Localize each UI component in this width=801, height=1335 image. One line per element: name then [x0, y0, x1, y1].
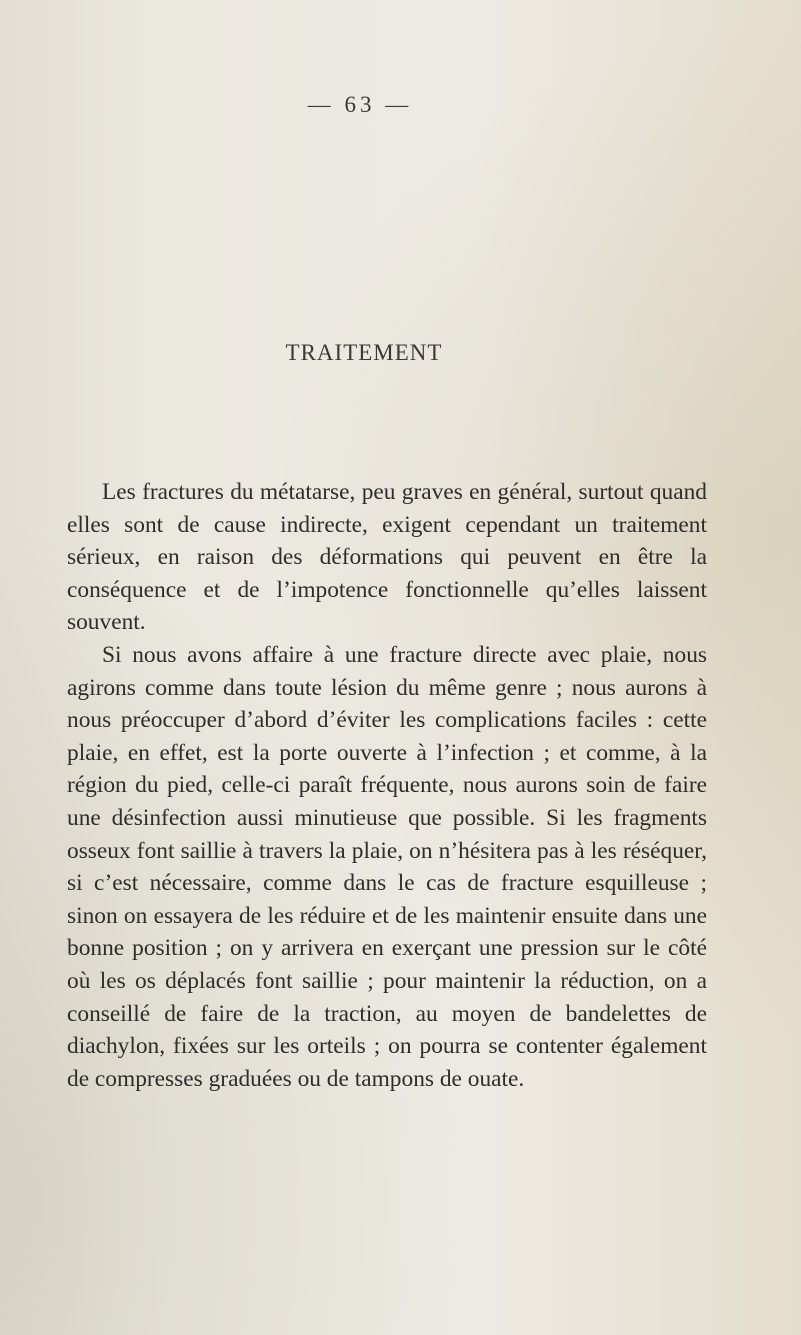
page-number: — 63 — — [307, 92, 413, 117]
paragraph-2: Si nous avons affaire à une fracture directe avec plaie, nous agirons comme dans toute lésion du même genre ; nous aurons à nous préoccuper d’abord d’éviter les complications faciles : cette plaie, en effet, est la porte ouverte à l’infection ; et comme, à la région du pied, celle-ci paraît fréquente, nous aurons soin de faire une désinfection aussi minutieuse que possible. Si les fragments osseux font saillie à travers la plaie, on n’hésitera pas à les réséquer, si c’est nécessaire, comme dans le cas de fracture esquilleuse ; sinon on essayera de les réduire et de les maintenir ensuite dans une bonne position ; on y arrivera en exerçant une pression sur le côté où les os déplacés font saillie ; pour maintenir la réduction, on a conseillé de faire de la traction, au moyen de bandelettes de diachylon, fixées sur les orteils ; on pourra se contenter également de compresses graduées ou de tampons de ouate. — [67, 641, 707, 1092]
section-title: TRAITEMENT — [285, 340, 443, 365]
body-text — [67, 476, 707, 1095]
paragraph-1: Les fractures du métatarse, peu graves en général, surtout quand elles sont de cause indirecte, exigent cependant un traitement sérieux, en raison des déformations qui peuvent en être la conséquence et de l’impotence fonctionnelle qu’elles laissent souvent. — [67, 479, 707, 636]
